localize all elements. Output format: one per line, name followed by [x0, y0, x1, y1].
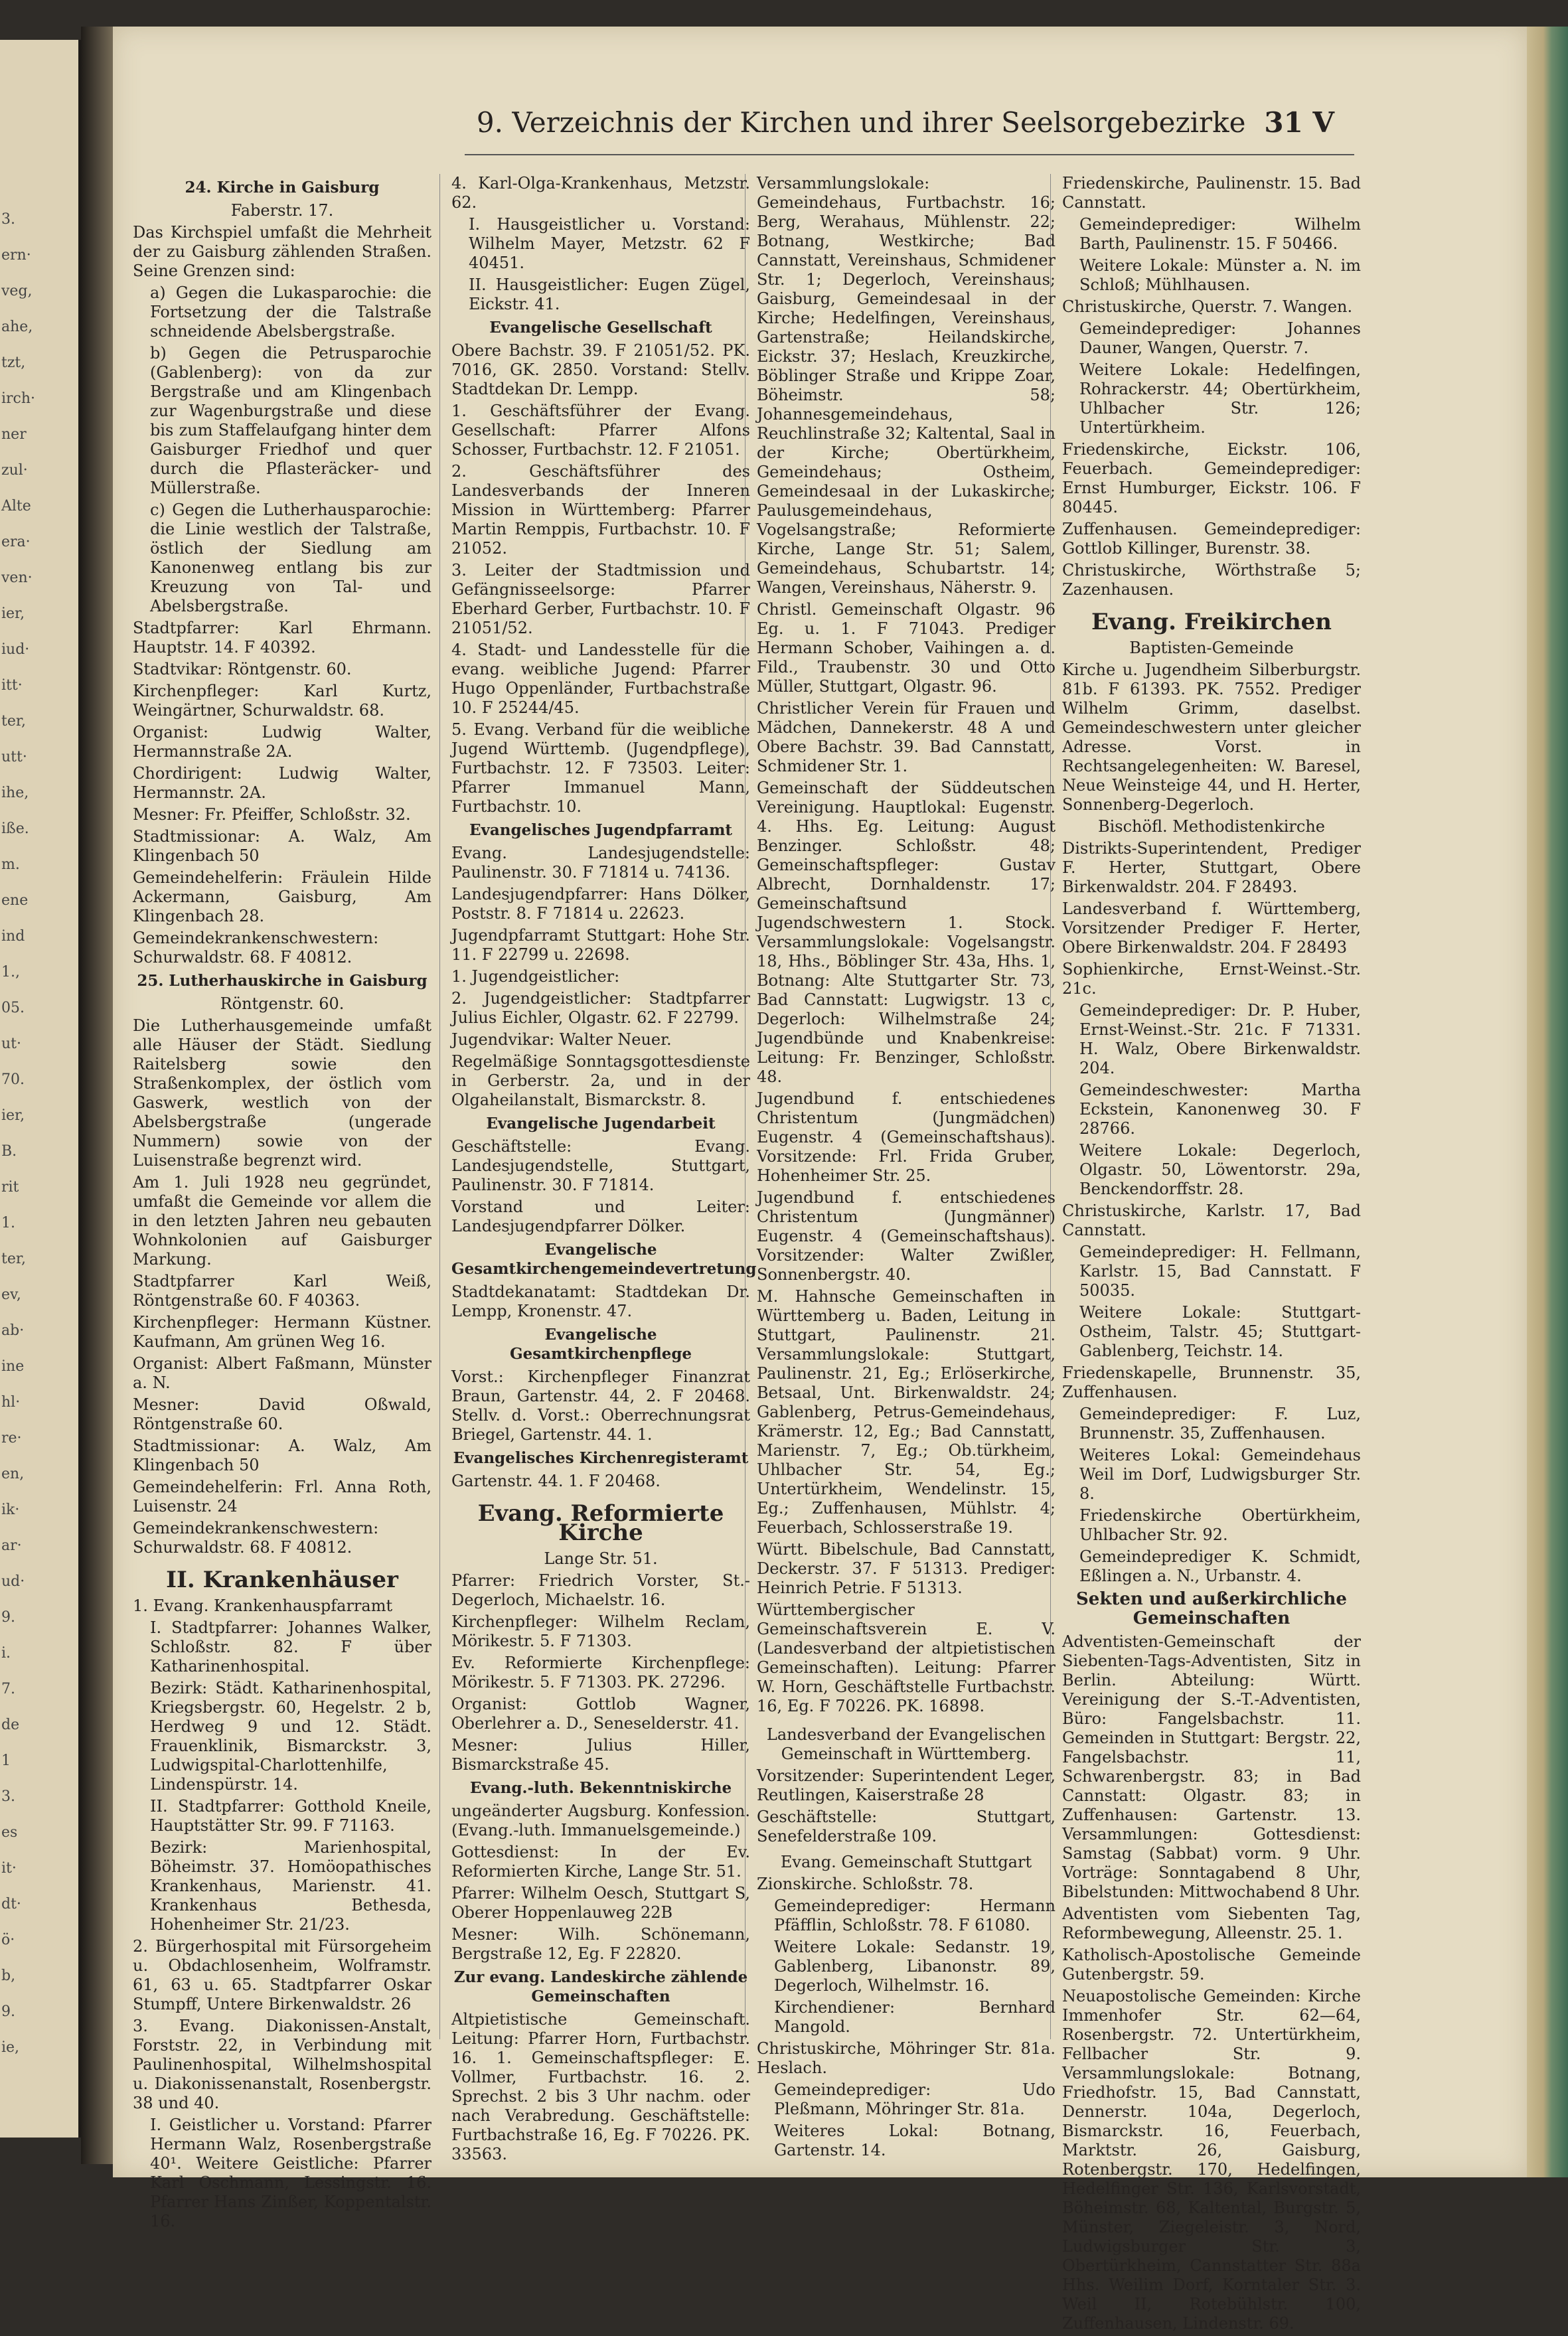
left-page-fragment: 3. — [1, 1788, 15, 1805]
paragraph: 5. Evang. Verband für die weibliche Jugend Württemb. (Jugendpflege), Furtbachstr. 12. F 73503. Leiter: Pfarrer Immanuel Mann, Furtbachstr. 10. — [451, 720, 750, 816]
paragraph: Obere Bachstr. 39. F 21051/52. PK. 7016, GK. 2850. Vorstand: Stellv. Stadtdekan Dr. Lempp. — [451, 341, 750, 398]
section-heading: Evang.-luth. Bekenntniskirche — [469, 1779, 732, 1797]
page-number: 31 V — [1264, 106, 1334, 139]
left-page-fragment: ier, — [1, 605, 25, 622]
paragraph: 1. Jugendgeistlicher: — [451, 967, 620, 986]
left-page-fragment: ern· — [1, 247, 31, 264]
major-heading: II. Krankenhäuser — [166, 1567, 398, 1593]
paragraph: I. Geistlicher u. Vorstand: Pfarrer Hermann Walz, Rosenbergstraße 40¹. Weitere Geistliche: Pfarrer Karl Oschmann, Lessingstr. 16. Pfarrer Hans Zinßer, Koppentalstr. 16. — [150, 2116, 431, 2230]
paragraph: Regelmäßige Sonntagsgottesdienste in Gerberstr. 2a, und in der Olgaheilanstalt, Bismarckstr. 8. — [451, 1052, 750, 1109]
left-page-fragment: ö· — [1, 1932, 15, 1948]
left-page-fragment: era· — [1, 534, 31, 550]
left-page-fragment: ier, — [1, 1107, 25, 1124]
paragraph: Weitere Lokale: Stuttgart-Ostheim, Talstr. 45; Stuttgart-Gablenberg, Teichstr. 14. — [1079, 1303, 1361, 1360]
paragraph: 1. Evang. Krankenhauspfarramt — [133, 1596, 393, 1615]
paragraph: Gemeindeprediger: Johannes Dauner, Wangen, Querstr. 7. — [1079, 319, 1361, 357]
header-rule — [465, 154, 1354, 155]
section-heading: Zur evang. Landeskirche zählende Gemeinschaften — [453, 1968, 748, 2005]
left-page-fragment: 1., — [1, 964, 20, 980]
paragraph: Katholisch-Apostolische Gemeinde Gutenbergstr. 59. — [1062, 1946, 1361, 1984]
left-page-fragment: ut· — [1, 1036, 22, 1052]
left-page-fragment: utt· — [1, 749, 27, 765]
paragraph: b) Gegen die Petrusparochie (Gablenberg): von da zur Bergstraße und am Klingenbach zur Wagenburgstraße und diese bis zum Staffelaufgang hinter dem Gaisburger Friedhof und quer durch die Pflasteräcker- und Müllerstraße. — [150, 344, 431, 497]
paragraph: Württembergischer Gemeinschaftsverein E. V. (Landesverband der altpietistischen Gemeinschaften). Leitung: Pfarrer W. Horn, Geschäftstelle Furtbachstr. 16, Eg. F 70226. PK. 16898. — [757, 1600, 1056, 1715]
left-page-fragment: B. — [1, 1143, 17, 1160]
paragraph: Weiteres Lokal: Gemeindehaus Weil im Dorf, Ludwigsburger Str. 8. — [1079, 1446, 1361, 1503]
left-page-fragment: 1 — [1, 1752, 11, 1769]
paragraph: Friedenskirche, Eickstr. 106, Feuerbach. Gemeindeprediger: Ernst Humburger, Eickstr. 106. F 80445. — [1062, 440, 1361, 516]
paragraph: Adventisten vom Siebenten Tag, Reformbewegung, Alleenstr. 25. 1. — [1062, 1905, 1361, 1942]
paragraph: 4. Karl-Olga-Krankenhaus, Metzstr. 62. — [451, 174, 750, 212]
paragraph: Christuskirche, Querstr. 7. Wangen. — [1062, 297, 1353, 316]
left-page-fragment: ter, — [1, 1251, 26, 1267]
paragraph: c) Gegen die Lutherhausparochie: die Linie westlich der Talstraße, östlich der Siedlung am Kanonenweg entlang bis zur Kreuzung von Tal- und Abelsbergstraße. — [150, 501, 431, 615]
paragraph: Das Kirchspiel umfaßt die Mehrheit der zu Gaisburg zählenden Straßen. Seine Grenzen sind: — [133, 223, 431, 280]
left-page-fragment: 9. — [1, 2003, 15, 2020]
paragraph: 2. Jugendgeistlicher: Stadtpfarrer Julius Eichler, Olgastr. 62. F 22799. — [451, 989, 750, 1027]
paragraph: Die Lutherhausgemeinde umfaßt alle Häuser der Städt. Siedlung Raitelsberg sowie den Straßenkomplex, der östlich vom Gaswerk, westlich von der Abelsbergstraße (ungerade Nummern) sowie von der Luisenstraße begrenzt wird. — [133, 1016, 431, 1170]
paragraph: Jugendbund f. entschiedenes Christentum (Jungmädchen) Eugenstr. 4 (Gemeinschaftshaus). Vorsitzende: Frl. Frida Gruber, Hohenheimer Str. 25. — [757, 1089, 1056, 1185]
paragraph: Geschäftstelle: Stuttgart, Senefelderstraße 109. — [757, 1808, 1056, 1845]
paragraph: Kirchenpfleger: Karl Kurtz, Weingärtner, Schurwaldstr. 68. — [133, 682, 431, 720]
left-page-fragment: iud· — [1, 641, 30, 658]
paragraph: Versammlungslokale: Gemeindehaus, Furtbachstr. 16; Berg, Werahaus, Mühlenstr. 22; Botnang, Westkirche; Bad Cannstatt, Vereinshaus, Schmidener Str. 1; Degerloch, Vereinshaus; Gaisburg, Gemeindesaal in der Kirche; Hedelfingen, Vereinshaus, Gartenstraße; Heilandskirche, Eickstr. 37; Heslach, Kreuzkirche, Böblinger Straße und Krippe Zoar, Böheimstr. 58; Johannesgemeindehaus, Reuchlinstraße 32; Kaltental, Saal in der Kirche; Obertürkheim, Gemeindehaus; Ostheim, Gemeindesaal in der Lukaskirche; Paulusgemeindehaus, Vogelsangstraße; Reformierte Kirche, Lange Str. 51; Salem, Gemeindehaus, Schubartstr. 14; Wangen, Vereinshaus, Näherstr. 9. — [757, 174, 1056, 597]
column-rule — [439, 174, 440, 2039]
paragraph: Gemeindehelferin: Frl. Anna Roth, Luisenstr. 24 — [133, 1478, 431, 1516]
section-heading: Sekten und außerkirchliche Gemeinschaften — [1076, 1589, 1347, 1628]
paragraph: Organist: Albert Faßmann, Münster a. N. — [133, 1354, 431, 1392]
paragraph: 1. Geschäftsführer der Evang. Gesellschaft: Pfarrer Alfons Schosser, Furtbachstr. 12. F 21051. — [451, 402, 750, 459]
paragraph: a) Gegen die Lukasparochie: die Fortsetzung der die Talstraße schneidende Abelsbergstraße. — [150, 283, 431, 341]
left-page-fragment: m. — [1, 856, 20, 873]
paragraph: Evang. Landesjugendstelle: Paulinenstr. 30. F 71814 u. 74136. — [451, 844, 750, 882]
paragraph: Am 1. Juli 1928 neu gegründet, umfaßt die Gemeinde vor allem die in den letzten Jahren neu gebauten Wohnkolonien auf Gaisburger Markung. — [133, 1173, 431, 1269]
paragraph: ungeänderter Augsburg. Konfession. (Evang.-luth. Immanuelsgemeinde.) — [451, 1802, 750, 1839]
paragraph: Kirchenpfleger: Hermann Küstner. Kaufmann, Am grünen Weg 16. — [133, 1313, 431, 1351]
paragraph: Stadtpfarrer: Karl Ehrmann. Hauptstr. 14. F 40392. — [133, 619, 431, 657]
left-page-fragment: ar· — [1, 1537, 22, 1554]
paragraph: Geschäftstelle: Evang. Landesjugendstelle, Stuttgart, Paulinenstr. 30. F 71814. — [451, 1137, 750, 1194]
paragraph: II. Hausgeistlicher: Eugen Zügel, Eickstr. 41. — [469, 275, 750, 313]
left-facing-page — [0, 40, 81, 2138]
section-heading: 24. Kirche in Gaisburg — [185, 179, 380, 196]
section-heading: Evangelische Gesamtkirchengemeindevertretung — [451, 1241, 757, 1278]
left-page-fragment: dt· — [1, 1896, 21, 1912]
left-page-fragment: iße. — [1, 820, 29, 837]
paragraph: Zuffenhausen. Gemeindeprediger: Gottlob Killinger, Burenstr. 38. — [1062, 520, 1361, 558]
paragraph: II. Stadtpfarrer: Gotthold Kneile, Hauptstätter Str. 99. F 71163. — [150, 1797, 431, 1835]
left-page-fragment: itt· — [1, 677, 23, 694]
paragraph: Stadtpfarrer Karl Weiß, Röntgenstraße 60. F 40363. — [133, 1272, 431, 1310]
left-page-fragment: es — [1, 1824, 18, 1841]
paragraph: Bezirk: Marienhospital, Böheimstr. 37. Homöopathisches Krankenhaus, Marienstr. 41. Krankenhaus Bethesda, Hohenheimer Str. 21/23. — [150, 1838, 431, 1934]
left-page-fragment: 7. — [1, 1681, 15, 1697]
paragraph: M. Hahnsche Gemeinschaften in Württemberg u. Baden, Leitung in Stuttgart, Paulinenstr. 21. Versammlungslokale: Stuttgart, Paulinenstr. 21, Eg.; Erlöserkirche, Betsaal, Unt. Birkenwaldstr. 24; Gablenberg, Petrus-Gemeindehaus, Krämerstr. 12, Eg.; Bad Cannstatt, Marienstr. 7, Eg.; Ob.türkheim, Uhlbacher Str. 54, Eg.; Untertürkheim, Wendelinstr. 15, Eg.; Zuffenhausen, Mühlstr. 4; Feuerbach, Schlosserstraße 19. — [757, 1287, 1056, 1537]
left-page-fragment: 05. — [1, 1000, 25, 1016]
major-heading: Evang. Reformierte Kirche — [477, 1500, 724, 1546]
left-page-fragment: hl· — [1, 1394, 21, 1411]
left-page-fragment: rit — [1, 1179, 19, 1196]
paragraph: Kirchendiener: Bernhard Mangold. — [774, 1998, 1056, 2036]
section-heading: Evangelische Gesamtkirchenpflege — [509, 1326, 692, 1363]
paragraph: Pfarrer: Wilhelm Oesch, Stuttgart S, Oberer Hoppenlauweg 22B — [451, 1884, 750, 1922]
left-page-fragment: irch· — [1, 390, 36, 407]
paragraph: Landesverband f. Württemberg, Vorsitzender Prediger F. Herter, Obere Birkenwaldstr. 204. F 28493 — [1062, 899, 1361, 957]
paragraph: Gemeindeschwester: Martha Eckstein, Kanonenweg 30. F 28766. — [1079, 1081, 1361, 1138]
section-heading: Evangelisches Jugendpfarramt — [469, 821, 733, 839]
paragraph: Gemeindeprediger: Hermann Pfäfflin, Schloßstr. 78. F 61080. — [774, 1897, 1056, 1934]
paragraph: Vorsitzender: Superintendent Leger, Reutlingen, Kaiserstraße 28 — [757, 1766, 1056, 1804]
left-page-fragment: ud· — [1, 1573, 25, 1590]
section-heading: Evangelisches Kirchenregisteramt — [453, 1449, 749, 1467]
paragraph: Weitere Lokale: Münster a. N. im Schloß; Mühlhausen. — [1079, 256, 1361, 294]
paragraph: Gemeindeprediger: F. Luz, Brunnenstr. 35, Zuffenhausen. — [1079, 1405, 1361, 1442]
paragraph: Gemeindekrankenschwestern: Schurwaldstr. 68. F 40812. — [133, 1519, 379, 1557]
column-2 — [451, 174, 757, 2167]
paragraph: Zionskirche. Schloßstr. 78. — [757, 1875, 974, 1893]
paragraph: Pfarrer: Friedrich Vorster, St.-Degerloch, Michaelstr. 16. — [451, 1571, 750, 1609]
address: Röntgenstr. 60. — [220, 994, 345, 1013]
left-page-fragment: zul· — [1, 462, 28, 479]
left-page-fragment: ab· — [1, 1322, 25, 1339]
paragraph: Baptisten-Gemeinde — [1129, 639, 1294, 657]
paragraph: Christuskirche, Karlstr. 17, Bad Cannstatt. — [1062, 1202, 1361, 1239]
address: Lange Str. 51. — [544, 1549, 658, 1568]
left-page-fragment: ind — [1, 928, 25, 945]
left-page-fragment: b, — [1, 1968, 16, 1984]
left-page-fragment: 70. — [1, 1071, 25, 1088]
left-page-fragment: ie, — [1, 2039, 20, 2056]
paragraph: Christuskirche, Wörthstraße 5; Zazenhausen. — [1062, 561, 1361, 599]
page-edge — [1527, 27, 1568, 2177]
left-page-fragment: ev, — [1, 1286, 21, 1303]
left-page-fragment: de — [1, 1717, 20, 1733]
left-page-fragment: re· — [1, 1430, 22, 1446]
left-page-fragment: ene — [1, 892, 29, 909]
paragraph: Bischöfl. Methodistenkirche — [1097, 817, 1326, 836]
paragraph: Weitere Lokale: Hedelfingen, Rohrackerstr. 44; Obertürkheim, Uhlbacher Str. 126; Untertürkheim. — [1079, 360, 1361, 437]
paragraph: Sophienkirche, Ernst-Weinst.-Str. 21c. — [1062, 960, 1361, 998]
paragraph: Mesner: David Oßwald, Röntgenstraße 60. — [133, 1395, 431, 1433]
left-page-fragment: ine — [1, 1358, 25, 1375]
running-header — [458, 106, 1334, 146]
paragraph: Distrikts-Superintendent, Prediger F. Herter, Stuttgart, Obere Birkenwaldstr. 204. F 28493. — [1062, 839, 1361, 896]
paragraph: Vorst.: Kirchenpfleger Finanzrat Braun, Gartenstr. 44, 2. F 20468. Stellv. d. Vorst.: Oberrechnungsrat Briegel, Gartenstr. 44. 1. — [451, 1367, 750, 1444]
major-heading: Evang. Freikirchen — [1091, 609, 1332, 635]
paragraph: Gemeindehelferin: Fräulein Hilde Ackermann, Gaisburg, Am Klingenbach 28. — [133, 868, 431, 925]
paragraph: Gemeindeprediger: Wilhelm Barth, Paulinenstr. 15. F 50466. — [1079, 215, 1361, 253]
left-page-fragment: ahe, — [1, 319, 33, 335]
paragraph: Evang. Gemeinschaft Stuttgart — [780, 1853, 1032, 1871]
paragraph: Gemeindeprediger: Udo Pleßmann, Möhringer Str. 81a. — [774, 2080, 1056, 2118]
paragraph: Stadtdekanatamt: Stadtdekan Dr. Lempp, Kronenstr. 47. — [451, 1283, 750, 1320]
left-page-fragment: ihe, — [1, 785, 29, 801]
left-page-fragment: tzt, — [1, 354, 26, 371]
left-page-fragment: 9. — [1, 1609, 15, 1626]
paragraph: Gemeindeprediger K. Schmidt, Eßlingen a. N., Urbanstr. 4. — [1079, 1547, 1361, 1585]
paragraph: Weiteres Lokal: Botnang, Gartenstr. 14. — [774, 2122, 1056, 2159]
section-heading: Evangelische Jugendarbeit — [486, 1115, 716, 1132]
paragraph: 2. Bürgerhospital mit Fürsorgeheim u. Obdachlosenheim, Wolframstr. 61, 63 u. 65. Stadtpfarrer Oskar Stumpff, Untere Birkenwaldstr. 26 — [133, 1937, 431, 2013]
paragraph: Stadtmissionar: A. Walz, Am Klingenbach 50 — [133, 827, 431, 865]
paragraph: I. Stadtpfarrer: Johannes Walker, Schloßstr. 82. F über Katharinenhospital. — [150, 1618, 431, 1675]
paragraph: Mesner: Julius Hiller, Bismarckstraße 45. — [451, 1736, 750, 1774]
paragraph: Gottesdienst: In der Ev. Reformierten Kirche, Lange Str. 51. — [451, 1843, 750, 1881]
paragraph: Organist: Gottlob Wagner, Oberlehrer a. D., Seneselderstr. 41. — [451, 1695, 750, 1733]
left-page-fragment: 3. — [1, 211, 15, 228]
left-page-fragment: ter, — [1, 713, 26, 730]
paragraph: Mesner: Wilh. Schönemann, Bergstraße 12, Eg. F 22820. — [451, 1925, 750, 1963]
column-3 — [757, 174, 1056, 2163]
paragraph: Friedenskirche, Paulinenstr. 15. Bad Cannstatt. — [1062, 174, 1361, 212]
paragraph: Vorstand und Leiter: Landesjugendpfarrer Dölker. — [451, 1198, 750, 1235]
column-1 — [133, 174, 431, 2234]
paragraph: I. Hausgeistlicher u. Vorstand: Wilhelm Mayer, Metzstr. 62 F 40451. — [469, 215, 750, 272]
address: Faberstr. 17. — [230, 201, 334, 220]
paragraph: Gemeinschaft der Süddeutschen Vereinigung. Hauptlokal: Eugenstr. 4. Hhs. Eg. Leitung: August Benzinger. Schloßstr. 48; Gemeinschaftspfleger: Gustav Albrecht, Dornhaldenstr. 17; Gemeinschaftsund Jugendschwestern 1. Stock. Versammlungslokale: Vogelsangstr. 18, Hhs., Böblinger Str. 43a, Hhs. 1, Botnang: Alte Stuttgarter Str. 73, Bad Cannstatt: Lugwigstr. 13 c, Degerloch: Wilhelmstraße 24; Jugendbünde und Knabenkreise: Leitung: Fr. Benzinger, Schloßstr. 48. — [757, 779, 1056, 1086]
paragraph: Kirche u. Jugendheim Silberburgstr. 81b. F 61393. PK. 7552. Prediger Wilhelm Grimm, daselbst. Gemeindeschwestern unter gleicher Adresse. Vorst. in Rechtsangelegenheiten: W. Baresel, Neue Weinsteige 44, und H. Herter, Sonnenberg-Degerloch. — [1062, 661, 1361, 814]
paragraph: Gemeindeprediger: Dr. P. Huber, Ernst-Weinst.-Str. 21c. F 71331. H. Walz, Obere Birkenwaldstr. 204. — [1079, 1001, 1361, 1077]
paragraph: Stadtmissionar: A. Walz, Am Klingenbach 50 — [133, 1437, 431, 1474]
paragraph: 3. Leiter der Stadtmission und Gefängnisseelsorge: Pfarrer Eberhard Gerber, Furtbachstr. 10. F 21051/52. — [451, 561, 750, 637]
paragraph: Kirchenpfleger: Wilhelm Reclam, Mörikestr. 5. F 71303. — [451, 1612, 750, 1650]
paragraph: Bezirk: Städt. Katharinenhospital, Kriegsbergstr. 60, Hegelstr. 2 b, Herdweg 9 und 12. Städt. Frauenklinik, Bismarckstr. 3, Ludwigspital-Charlottenhilfe, Lindenspürstr. 14. — [150, 1679, 431, 1794]
left-page-fragment: ven· — [1, 570, 33, 586]
paragraph: Gemeindeprediger: H. Fellmann, Karlstr. 15, Bad Cannstatt. F 50035. — [1079, 1243, 1361, 1300]
column-4 — [1062, 174, 1361, 2336]
paragraph: 2. Geschäftsführer des Landesverbands der Inneren Mission in Württemberg: Pfarrer Martin Remppis, Furtbachstr. 10. F 21052. — [451, 462, 750, 558]
paragraph: 3. Evang. Diakonissen-Anstalt, Forststr. 22, in Verbindung mit Paulinenhospital, Wilhelmshospital u. Diakonissenanstalt, Rosenbergstr. 38 und 40. — [133, 2017, 431, 2112]
paragraph: Friedenskirche Obertürkheim, Uhlbacher Str. 92. — [1079, 1506, 1361, 1544]
paragraph: Weitere Lokale: Degerloch, Olgastr. 50, Löwentorstr. 29a, Benckendorffstr. 28. — [1079, 1141, 1361, 1198]
paragraph: Gemeindekrankenschwestern: Schurwaldstr. 68. F 40812. — [133, 929, 379, 967]
paragraph: Weitere Lokale: Sedanstr. 19, Gablenberg, Libanonstr. 89, Degerloch, Wilhelmstr. 16. — [774, 1938, 1056, 1995]
left-page-fragment: it· — [1, 1860, 17, 1877]
left-page-fragment: veg, — [1, 283, 33, 299]
left-page-fragment: ik· — [1, 1502, 20, 1518]
paragraph: Neuapostolische Gemeinden: Kirche Immenhofer Str. 62—64, Rosenbergstr. 72. Untertürkheim, Fellbacher Str. 9. Versammlungslokale: Botnang, Friedhofstr. 15, Bad Cannstatt, Dennerstr. 104a, Degerloch, Bismarckstr. 16, Feuerbach, Marktstr. 26, Gaisburg, Rotenbergstr. 170, Hedelfingen, Hedelfinger Str. 136, Karlsvorstadt, Böheimstr. 68, Kaltental, Burgstr. 5, Münster, Ziegeleistr. 3, Nord, Ludwigsburger Str. 3, Obertürkheim, Cannstatter Str. 88a Hhs. Weilim Dorf, Korntaler Str. 3. Weil II, Rotebühlstr. 100, Zuffenhausen, Lindenstr. 69. — [1062, 1987, 1361, 2333]
paragraph: Stadtvikar: Röntgenstr. 60. — [133, 660, 352, 678]
paragraph: Adventisten-Gemeinschaft der Siebenten-Tags-Adventisten, Sitz in Berlin. Abteilung: Württ. Vereinigung der S.-T.-Adventisten, Büro: Fangelsbachstr. 11. Gemeinden in Stuttgart: Bergstr. 22, Fangelsbachstr. 11, Schwarenbergstr. 83; in Bad Cannstatt: Olgastr. 83; in Zuffenhausen: Gartenstr. 13. Versammlungen: Gottesdienst: Samstag (Sabbat) vorm. 9 Uhr. Vorträge: Sonntagabend 8 Uhr, Bibelstunden: Mittwochabend 8 Uhr. — [1062, 1632, 1361, 1901]
left-page-fragment: en, — [1, 1466, 25, 1482]
left-page-fragment: Alte — [1, 498, 31, 514]
paragraph: Christuskirche, Möhringer Str. 81a. Heslach. — [757, 2039, 1056, 2077]
paragraph: Ev. Reformierte Kirchenpflege: Mörikestr. 5. F 71303. PK. 27296. — [451, 1654, 750, 1691]
paragraph: Landesjugendpfarrer: Hans Dölker, Poststr. 8. F 71814 u. 22623. — [451, 885, 750, 923]
section-heading: 25. Lutherhauskirche in Gaisburg — [137, 972, 428, 990]
left-page-fragment: i. — [1, 1645, 11, 1662]
paragraph: Württ. Bibelschule, Bad Cannstatt, Deckerstr. 37. F 51313. Prediger: Heinrich Petrie. F 51313. — [757, 1540, 1056, 1597]
header-title: 9. Verzeichnis der Kirchen und ihrer Seelsorgebezirke — [476, 106, 1246, 139]
paragraph: Landesverband der Evangelischen Gemeinschaft in Württemberg. — [766, 1725, 1046, 1763]
paragraph: Christlicher Verein für Frauen und Mädchen, Dannekerstr. 48 A und Obere Bachstr. 39. Bad Cannstatt, Schmidener Str. 1. — [757, 699, 1056, 775]
section-heading: Evangelische Gesellschaft — [489, 319, 712, 337]
paragraph: Jugendvikar: Walter Neuer. — [451, 1030, 672, 1049]
left-page-fragment: ner — [1, 426, 27, 443]
paragraph: Mesner: Fr. Pfeiffer, Schloßstr. 32. — [133, 805, 411, 824]
left-page-fragment: 1. — [1, 1215, 15, 1231]
paragraph: Altpietistische Gemeinschaft. Leitung: Pfarrer Horn, Furtbachstr. 16. 1. Gemeinschaftspfleger: E. Vollmer, Furtbachstr. 16. 2. Sprechst. 2 bis 3 Uhr nachm. oder nach Verabredung. Geschäftstelle: Furtbachstraße 16, Eg. F 70226. PK. 33563. — [451, 2010, 750, 2163]
paragraph: Jugendpfarramt Stuttgart: Hohe Str. 11. F 22799 u. 22698. — [451, 926, 750, 964]
paragraph: Friedenskapelle, Brunnenstr. 35, Zuffenhausen. — [1062, 1363, 1361, 1401]
paragraph: Jugendbund f. entschiedenes Christentum (Jungmänner) Eugenstr. 4 (Gemeinschaftshaus). Vorsitzender: Walter Zwißler, Sonnenbergstr. 40. — [757, 1188, 1056, 1284]
paragraph: Organist: Ludwig Walter, Hermannstraße 2A. — [133, 723, 431, 761]
paragraph: 4. Stadt- und Landesstelle für die evang. weibliche Jugend: Pfarrer Hugo Oppenländer, Furtbachstraße 10. F 25244/45. — [451, 641, 750, 717]
paragraph: Chordirigent: Ludwig Walter, Hermannstr. 2A. — [133, 764, 431, 802]
paragraph: Christl. Gemeinschaft Olgastr. 96 Eg. u. 1. F 71043. Prediger Hermann Schober, Vaihingen a. d. Fild., Traubenstr. 30 und Otto Müller, Stuttgart, Olgastr. 96. — [757, 600, 1056, 696]
paragraph: Gartenstr. 44. 1. F 20468. — [451, 1472, 661, 1490]
